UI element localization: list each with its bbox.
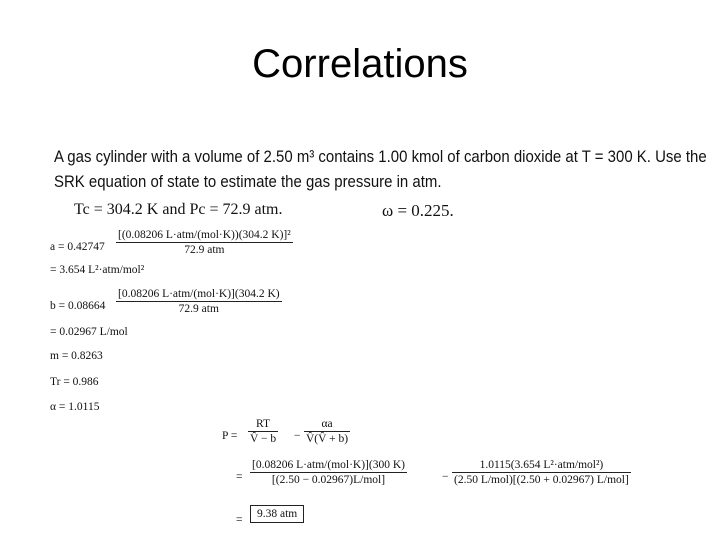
minus-sign: − <box>442 471 449 483</box>
a-fraction <box>116 229 293 256</box>
pressure-result-box: 9.38 atm <box>250 505 304 523</box>
substituted-numerator-1: [0.08206 L·atm/(mol·K)](300 K) <box>252 459 405 471</box>
fraction-bar <box>116 242 293 243</box>
rt-numerator: RT <box>256 418 271 430</box>
a-denominator: 72.9 atm <box>184 244 225 256</box>
acentric-factor: ω = 0.225. <box>382 201 454 220</box>
substituted-denominator-2: (2.50 L/mol)[(2.50 + 0.02967) L/mol] <box>454 474 629 486</box>
tr-value: Tr = 0.986 <box>50 376 99 388</box>
substituted-fraction-2 <box>452 459 631 486</box>
p-equals: P = <box>222 430 238 442</box>
rt-denominator: V̂ − b <box>250 433 277 445</box>
pressure-result <box>250 508 304 520</box>
alpha-a-fraction <box>304 418 350 445</box>
b-numerator: [0.08206 L·atm/(mol·K)](304.2 K) <box>118 288 280 300</box>
alpha-a-denominator: V̂(V̂ + b) <box>306 433 349 445</box>
a-numerator: [(0.08206 L·atm/(mol·K))(304.2 K)]² <box>118 229 291 241</box>
a-label: a = 0.42747 <box>50 241 105 253</box>
b-denominator: 72.9 atm <box>178 303 219 315</box>
substituted-denominator-1: [(2.50 − 0.02967)L/mol] <box>271 474 386 486</box>
b-label: b = 0.08664 <box>50 300 106 312</box>
fraction-bar <box>248 431 278 432</box>
page-title: Correlations <box>252 42 468 86</box>
minus-sign: − <box>294 430 301 442</box>
fraction-bar <box>452 472 631 473</box>
fraction-bar <box>304 431 350 432</box>
equals-sign: = <box>236 514 243 526</box>
m-value: m = 0.8263 <box>50 350 103 362</box>
alpha-a-numerator: αa <box>321 418 333 430</box>
equals-sign: = <box>236 471 243 483</box>
rt-fraction <box>248 418 278 445</box>
substituted-fraction-1 <box>250 459 407 486</box>
b-result: = 0.02967 L/mol <box>50 326 128 338</box>
substituted-numerator-2: 1.0115(3.654 L²·atm/mol²) <box>479 459 604 471</box>
critical-properties: Tc = 304.2 K and Pc = 72.9 atm. <box>74 201 283 218</box>
fraction-bar <box>116 301 282 302</box>
problem-line-1: A gas cylinder with a volume of 2.50 m³ contains 1.00 kmol of carbon dioxide at T = 300 K. Use the <box>54 147 707 166</box>
a-result: = 3.654 L²·atm/mol² <box>50 264 145 276</box>
alpha-value: α = 1.0115 <box>50 401 100 413</box>
fraction-bar <box>250 472 407 473</box>
b-fraction <box>116 288 282 315</box>
problem-line-2: SRK equation of state to estimate the gas pressure in atm. <box>54 172 442 191</box>
